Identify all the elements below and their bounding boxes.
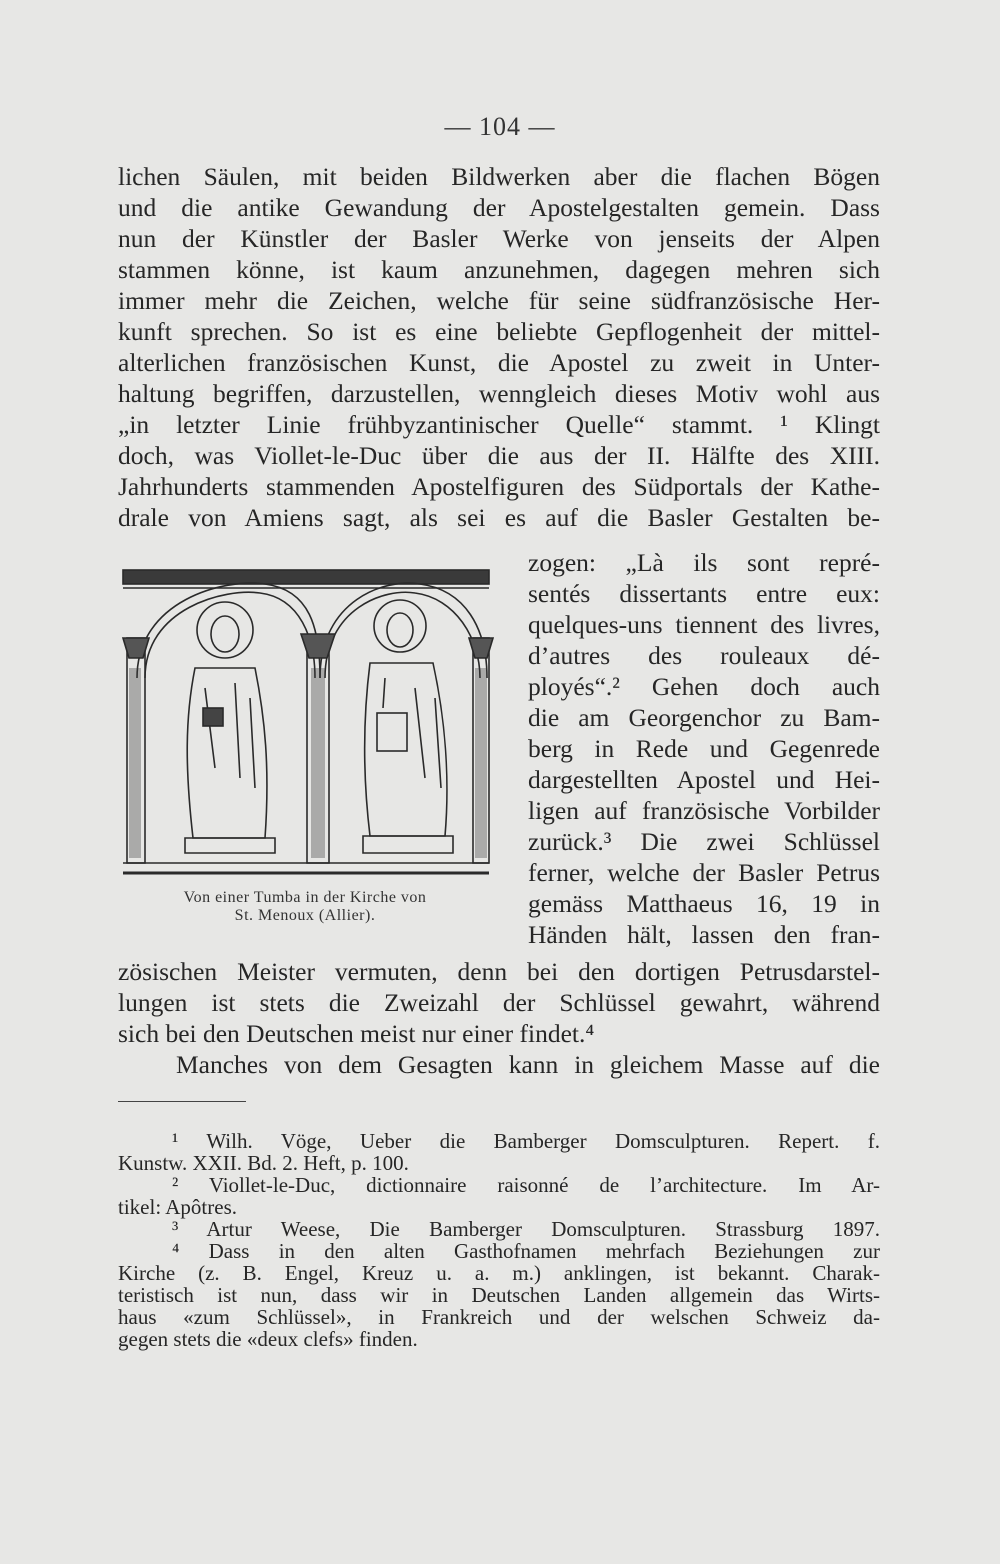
footnote-line: ³ Artur Weese, Die Bamberger Domsculpturen. Strassburg 1897. (172, 1217, 880, 1241)
figure-caption (118, 889, 492, 925)
text-line: lungen ist stets die Zweizahl der Schlüssel gewahrt, während (118, 988, 880, 1017)
text-line: ferner, welche der Basler Petrus (528, 858, 880, 887)
text-line: zogen: „Là ils sont repré- (528, 548, 880, 577)
text-line: ligen auf französische Vorbilder (528, 796, 880, 825)
footnote-line: Kirche (z. B. Engel, Kreuz u. a. m.) anklingen, ist bekannt. Charak- (118, 1261, 880, 1285)
footnote-rule (118, 1101, 246, 1102)
text-line: sentés dissertants entre eux: (528, 579, 880, 608)
text-line: drale von Amiens sagt, als sei es auf die Basler Gestalten be- (118, 503, 880, 532)
footnote-line: gegen stets die «deux clefs» finden. (118, 1327, 418, 1351)
footnote-line: Kunstw. XXII. Bd. 2. Heft, p. 100. (118, 1151, 409, 1175)
text-line: Manches von dem Gesagten kann in gleichem Masse auf die (176, 1050, 880, 1079)
text-line: gemäss Matthaeus 16, 19 in (528, 889, 880, 918)
text-line: sich bei den Deutschen meist nur einer findet.⁴ (118, 1019, 595, 1048)
caption-line: Von einer Tumba in der Kirche von (183, 889, 427, 906)
text-line: Händen hält, lassen den fran- (528, 920, 880, 949)
body-text-beside-figure (528, 547, 880, 950)
text-line: und die antike Gewandung der Apostelgestalten gemein. Dass (118, 193, 880, 222)
footnote-line: teristisch ist nun, dass wir in Deutschen Landen allgemein das Wirts- (118, 1283, 880, 1307)
page-number: — 104 — (444, 112, 556, 141)
body-text-top (118, 161, 880, 533)
text-line: d’autres des rouleaux dé- (528, 641, 880, 670)
text-line: immer mehr die Zeichen, welche für seine südfranzösische Her- (118, 286, 880, 315)
text-line: zurück.³ Die zwei Schlüssel (528, 827, 880, 856)
relief-drawing (115, 568, 495, 886)
text-line: zösischen Meister vermuten, denn bei den dortigen Petrusdarstel- (118, 957, 880, 986)
footnotes (118, 1130, 880, 1350)
caption-line: St. Menoux (Allier). (234, 907, 376, 924)
text-line: doch, was Viollet-le-Duc über die aus der II. Hälfte des XIII. (118, 441, 880, 470)
text-line: stammen könne, ist kaum anzunehmen, dagegen mehren sich (118, 255, 880, 284)
text-line: haltung begriffen, darzustellen, wenngleich dieses Motiv wohl aus (118, 379, 880, 408)
text-line: ployés“.² Gehen doch auch (528, 672, 880, 701)
text-line: berg in Rede und Gegenrede (528, 734, 880, 763)
text-line: kunft sprechen. So ist es eine beliebte Gepflogenheit der mittel- (118, 317, 880, 346)
text-line: Jahrhunderts stammenden Apostelfiguren des Südportals der Kathe- (118, 472, 880, 501)
text-line: quelques-uns tiennent des livres, (528, 610, 880, 639)
footnote-line: ¹ Wilh. Vöge, Ueber die Bamberger Domsculpturen. Repert. f. (172, 1129, 880, 1153)
text-line: „in letzter Linie frühbyzantinischer Quelle“ stammt. ¹ Klingt (118, 410, 880, 439)
text-line: dargestellten Apostel und Hei- (528, 765, 880, 794)
footnote-line: ² Viollet-le-Duc, dictionnaire raisonné de l’architecture. Im Ar- (172, 1173, 880, 1197)
text-line: lichen Säulen, mit beiden Bildwerken aber die flachen Bögen (118, 162, 880, 191)
footnote-line: haus «zum Schlüssel», in Frankreich und der welschen Schweiz da- (118, 1305, 880, 1329)
footnote-line: ⁴ Dass in den alten Gasthofnamen mehrfach Beziehungen zur (172, 1239, 880, 1263)
tumba-relief-illustration (115, 568, 495, 886)
footnote-line: tikel: Apôtres. (118, 1195, 237, 1219)
text-line: alterlichen französischen Kunst, die Apostel zu zweit in Unter- (118, 348, 880, 377)
text-line: die am Georgenchor zu Bam- (528, 703, 880, 732)
text-line: nun der Künstler der Basler Werke von jenseits der Alpen (118, 224, 880, 253)
body-text-bottom (118, 956, 880, 1080)
